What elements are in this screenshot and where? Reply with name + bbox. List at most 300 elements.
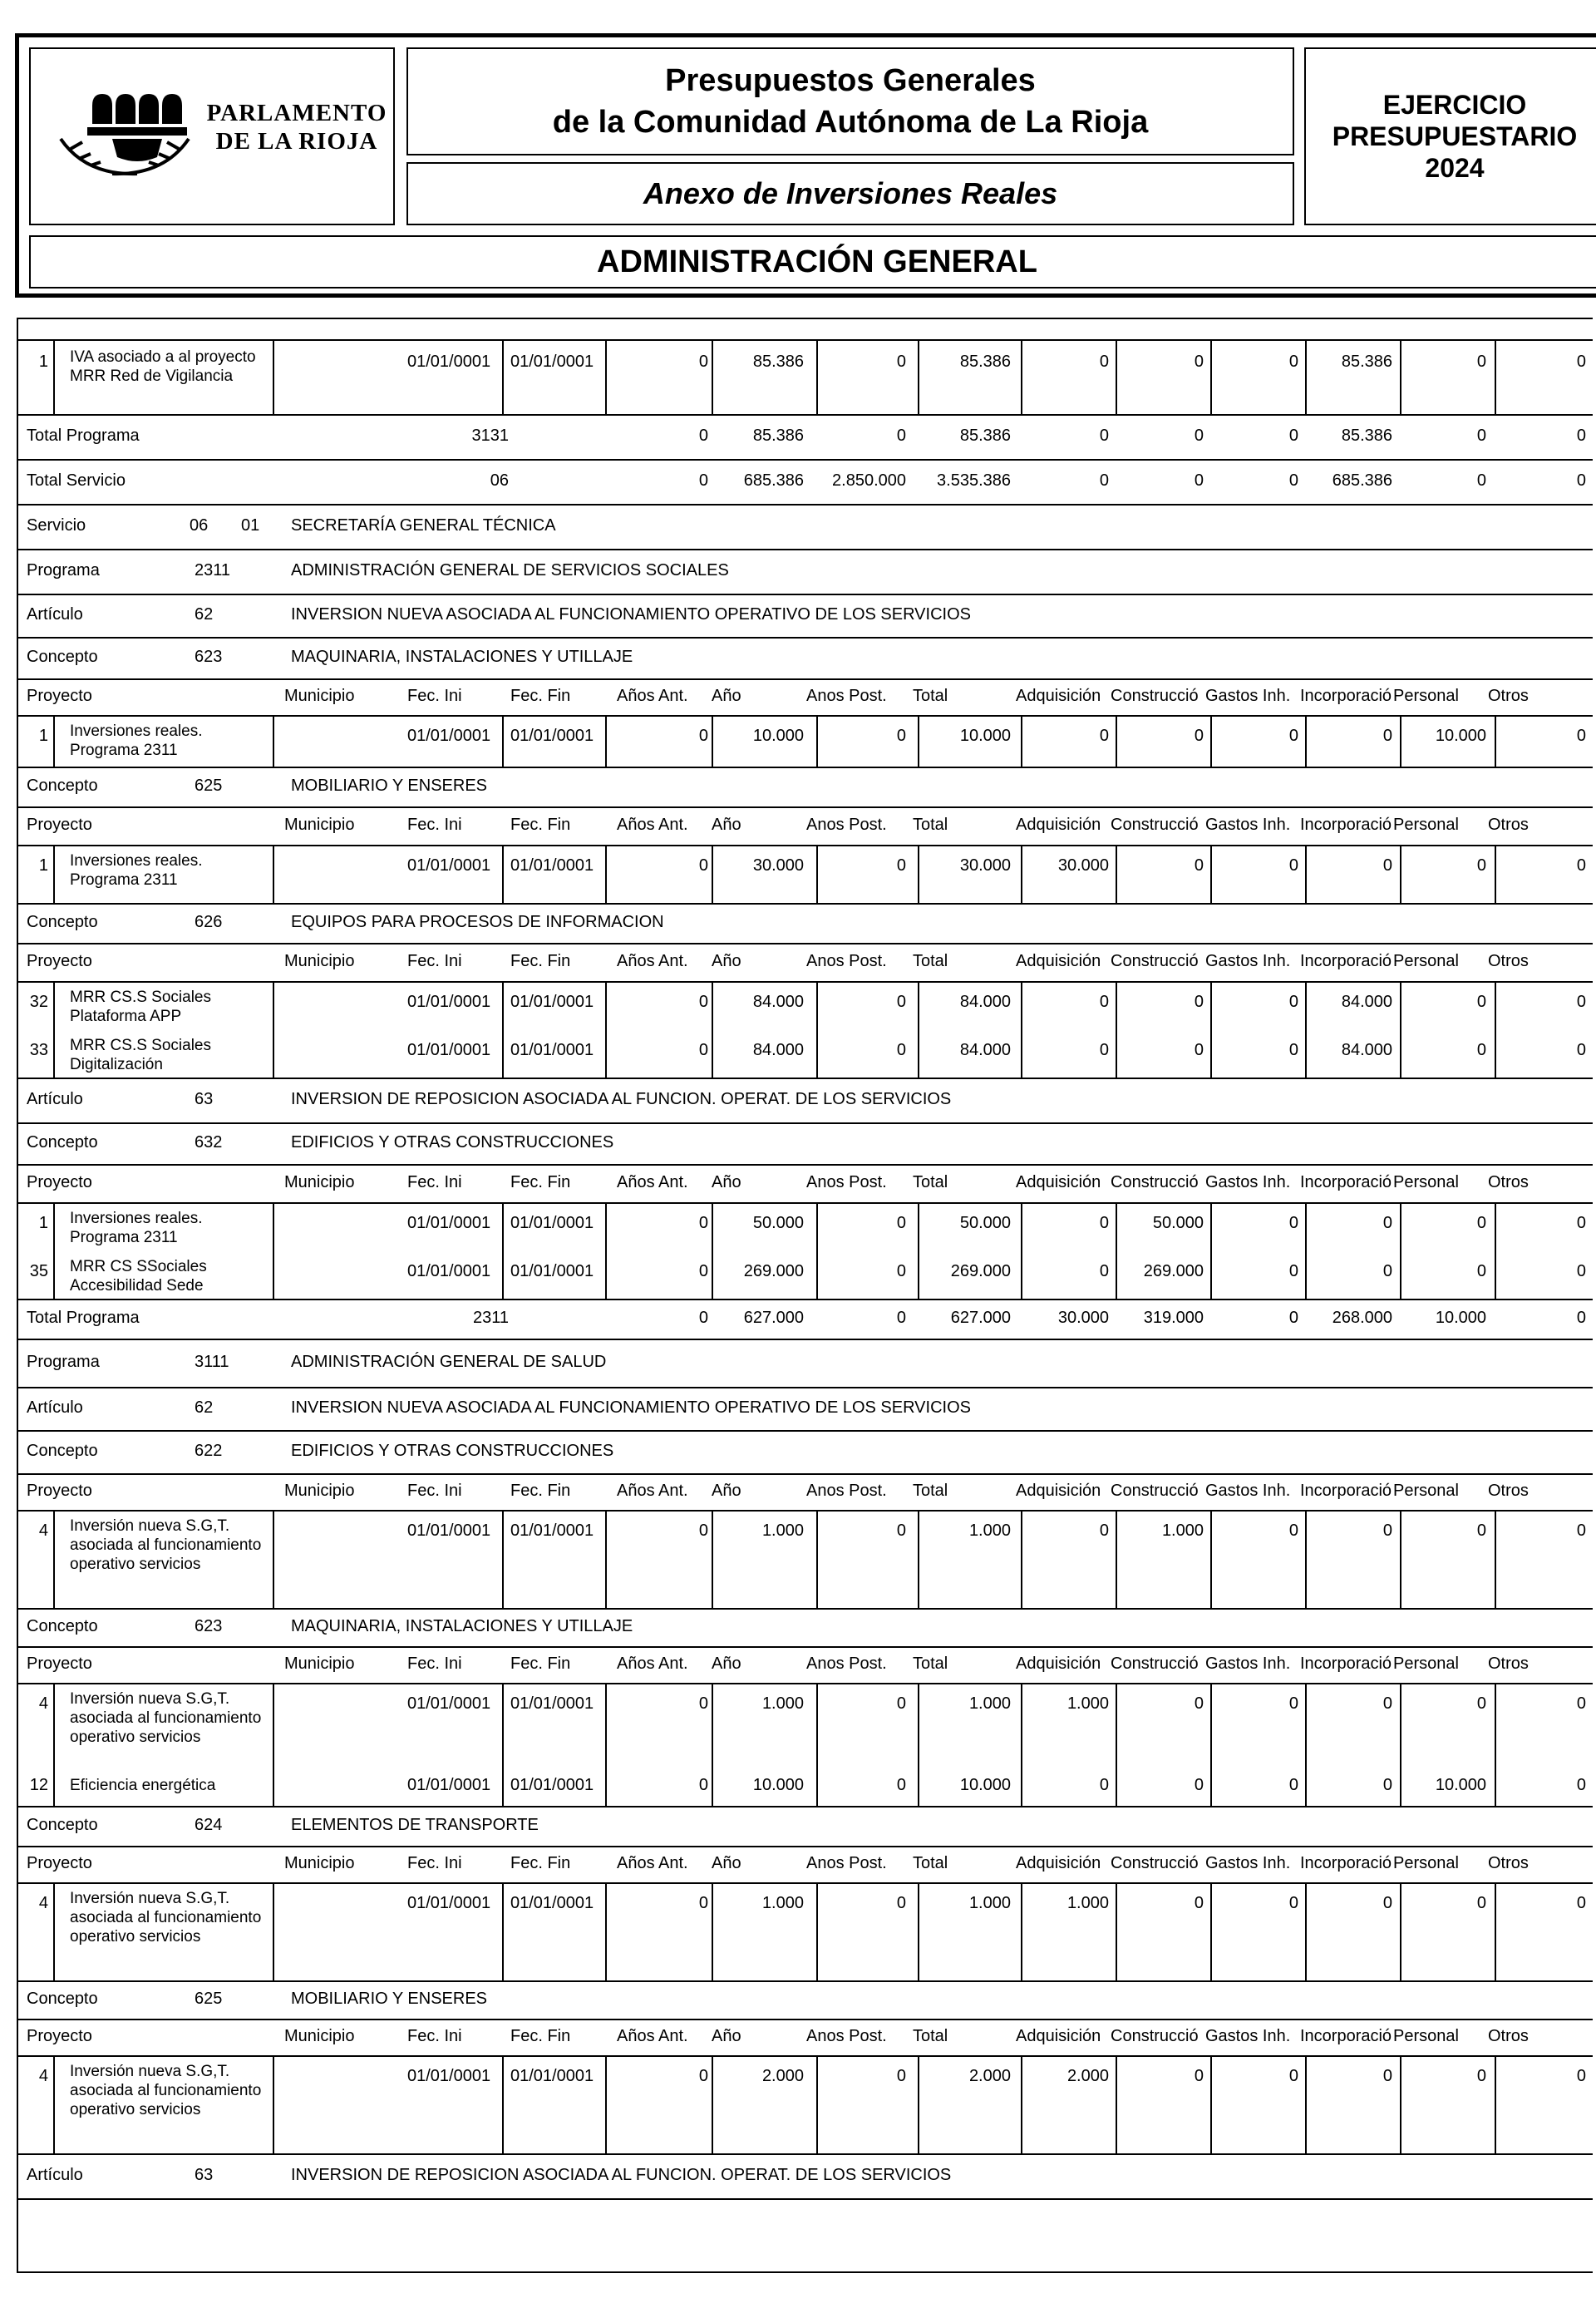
title-line2: de la Comunidad Autónoma de La Rioja bbox=[552, 105, 1149, 140]
project-number: 32 bbox=[29, 993, 48, 1011]
total-value: 2.850.000 bbox=[832, 471, 906, 490]
total-value: 10.000 bbox=[1435, 1309, 1486, 1327]
project-value: 0 bbox=[1099, 727, 1109, 745]
table-row-total bbox=[18, 414, 1593, 461]
project-number: 12 bbox=[29, 1776, 48, 1794]
table-cell-border bbox=[53, 1250, 55, 1299]
table-row-level bbox=[18, 1387, 1593, 1432]
project-value: 84.000 bbox=[959, 1041, 1011, 1059]
column-header-gastos: Gastos Inh. bbox=[1205, 1854, 1291, 1872]
table-cell-border bbox=[53, 1510, 55, 1608]
column-header-gastos: Gastos Inh. bbox=[1205, 687, 1291, 705]
total-value: 268.000 bbox=[1332, 1309, 1392, 1327]
project-value: 0 bbox=[1576, 1041, 1586, 1059]
project-value: 0 bbox=[1194, 993, 1204, 1011]
level-label: Concepto bbox=[27, 1617, 98, 1635]
project-value: 50.000 bbox=[959, 1214, 1011, 1232]
project-value: 0 bbox=[1194, 1776, 1204, 1794]
project-value: 0 bbox=[1099, 1041, 1109, 1059]
column-header-adquisicion: Adquisición bbox=[1016, 687, 1101, 705]
project-value: 1.000 bbox=[761, 1521, 804, 1540]
project-value: 0 bbox=[1194, 1694, 1204, 1713]
project-name: Inversiones reales. Programa 2311 bbox=[70, 722, 203, 759]
table-row-colhead bbox=[18, 943, 1593, 983]
column-header-fec-fin: Fec. Fin bbox=[510, 1655, 571, 1673]
column-header-anos-post: Anos Post. bbox=[806, 1854, 887, 1872]
table-cell-border bbox=[605, 1683, 607, 1768]
table-cell-border bbox=[53, 1029, 55, 1078]
column-header-ano: Año bbox=[712, 1482, 741, 1500]
project-value: 0 bbox=[1576, 856, 1586, 875]
project-value: 1.000 bbox=[1161, 1521, 1204, 1540]
project-name: Eficiencia energética bbox=[70, 1777, 216, 1794]
table-cell-border bbox=[53, 1768, 55, 1806]
project-value: 0 bbox=[1576, 1776, 1586, 1794]
project-value: 0 bbox=[1194, 727, 1204, 745]
project-fec-ini: 01/01/0001 bbox=[407, 1521, 491, 1540]
project-value: 0 bbox=[698, 1694, 708, 1713]
project-value: 0 bbox=[1382, 1214, 1392, 1232]
total-value: 85.386 bbox=[959, 427, 1011, 445]
column-header-fec-ini: Fec. Ini bbox=[407, 2027, 462, 2045]
column-header-municipio: Municipio bbox=[284, 816, 355, 834]
level-code: 623 bbox=[195, 1617, 223, 1635]
table-row-total bbox=[18, 459, 1593, 505]
column-header-fec-ini: Fec. Ini bbox=[407, 1655, 462, 1673]
project-value: 0 bbox=[1099, 1521, 1109, 1540]
column-header-total: Total bbox=[913, 1854, 948, 1872]
project-value: 84.000 bbox=[1341, 1041, 1392, 1059]
project-fec-fin: 01/01/0001 bbox=[510, 727, 594, 745]
table-cell-border bbox=[605, 1768, 607, 1806]
ejercicio-line1: EJERCICIO bbox=[1382, 90, 1527, 120]
column-header-ano: Año bbox=[712, 1655, 741, 1673]
table-row-level bbox=[18, 594, 1593, 639]
level-code: 2311 bbox=[195, 561, 231, 579]
project-fec-ini: 01/01/0001 bbox=[407, 1894, 491, 1912]
column-header-total: Total bbox=[913, 816, 948, 834]
table-row-level bbox=[18, 1980, 1593, 2020]
level-desc: MAQUINARIA, INSTALACIONES Y UTILLAJE bbox=[291, 1617, 633, 1635]
level-label: Artículo bbox=[27, 1090, 83, 1108]
level-label: Concepto bbox=[27, 1816, 98, 1834]
table-row-level bbox=[18, 637, 1593, 680]
project-value: 0 bbox=[1382, 1521, 1392, 1540]
level-code: 63 bbox=[195, 2166, 214, 2184]
column-header-total: Total bbox=[913, 687, 948, 705]
table-row-project bbox=[18, 2055, 1593, 2155]
total-value: 3.535.386 bbox=[937, 471, 1011, 490]
project-value: 0 bbox=[1576, 1214, 1586, 1232]
column-header-otros: Otros bbox=[1488, 1482, 1529, 1500]
project-value: 0 bbox=[1288, 1894, 1298, 1912]
parliament-line1: PARLAMENTO bbox=[206, 100, 387, 126]
column-header-anos-post: Anos Post. bbox=[806, 1655, 887, 1673]
project-value: 0 bbox=[1288, 1521, 1298, 1540]
column-header-fec-ini: Fec. Ini bbox=[407, 1173, 462, 1191]
project-value: 0 bbox=[698, 353, 708, 371]
table-row-project bbox=[18, 1768, 1593, 1807]
column-header-proyecto: Proyecto bbox=[27, 952, 92, 970]
total-value: 0 bbox=[896, 1309, 906, 1327]
project-value: 0 bbox=[1576, 1262, 1586, 1280]
level-label: Concepto bbox=[27, 913, 98, 931]
column-header-anos-ant: Años Ant. bbox=[617, 2027, 688, 2045]
project-number: 1 bbox=[38, 727, 48, 745]
total-value: 30.000 bbox=[1057, 1309, 1109, 1327]
column-header-anos-ant: Años Ant. bbox=[617, 1854, 688, 1872]
project-name: Inversiones reales. Programa 2311 bbox=[70, 1210, 203, 1246]
column-header-gastos: Gastos Inh. bbox=[1205, 2027, 1291, 2045]
project-fec-ini: 01/01/0001 bbox=[407, 1694, 491, 1713]
project-fec-ini: 01/01/0001 bbox=[407, 856, 491, 875]
project-value: 0 bbox=[1288, 727, 1298, 745]
annex-title: Anexo de Inversiones Reales bbox=[406, 162, 1294, 225]
project-value: 0 bbox=[1288, 1776, 1298, 1794]
column-header-incorporacion: Incorporació bbox=[1300, 1854, 1392, 1872]
project-value: 1.000 bbox=[761, 1894, 804, 1912]
column-header-gastos: Gastos Inh. bbox=[1205, 1482, 1291, 1500]
level-code: 625 bbox=[195, 1990, 223, 2008]
table-top-spacer bbox=[18, 319, 1593, 341]
total-value: 0 bbox=[1476, 427, 1486, 445]
level-desc: INVERSION DE REPOSICION ASOCIADA AL FUNCION. OPERAT. DE LOS SERVICIOS bbox=[291, 2166, 952, 2184]
project-value: 0 bbox=[1288, 1041, 1298, 1059]
table-cell-border bbox=[605, 1250, 607, 1299]
servicio-code: 06 bbox=[190, 516, 209, 535]
project-value: 1.000 bbox=[968, 1694, 1011, 1713]
title-box bbox=[406, 47, 1294, 155]
column-header-construccion: Construcció bbox=[1111, 2027, 1199, 2045]
title-line1: Presupuestos Generales bbox=[665, 63, 1036, 98]
column-header-proyecto: Proyecto bbox=[27, 1173, 92, 1191]
total-value: 0 bbox=[1288, 427, 1298, 445]
project-value: 0 bbox=[896, 856, 906, 875]
column-header-fec-fin: Fec. Fin bbox=[510, 952, 571, 970]
level-desc: EDIFICIOS Y OTRAS CONSTRUCCIONES bbox=[291, 1442, 614, 1460]
level-desc: INVERSION NUEVA ASOCIADA AL FUNCIONAMIENTO OPERATIVO DE LOS SERVICIOS bbox=[291, 1398, 971, 1417]
column-header-anos-post: Anos Post. bbox=[806, 1482, 887, 1500]
project-fec-fin: 01/01/0001 bbox=[510, 1894, 594, 1912]
table-row-colhead bbox=[18, 1846, 1593, 1884]
project-value: 84.000 bbox=[1341, 993, 1392, 1011]
column-header-fec-fin: Fec. Fin bbox=[510, 1173, 571, 1191]
project-number: 33 bbox=[29, 1041, 48, 1059]
project-name: MRR CS.S Sociales Plataforma APP bbox=[70, 989, 211, 1025]
level-desc: INVERSION NUEVA ASOCIADA AL FUNCIONAMIENTO OPERATIVO DE LOS SERVICIOS bbox=[291, 605, 971, 624]
project-value: 0 bbox=[1194, 2067, 1204, 2085]
column-header-adquisicion: Adquisición bbox=[1016, 952, 1101, 970]
table-cell-border bbox=[502, 845, 504, 903]
column-header-incorporacion: Incorporació bbox=[1300, 1655, 1392, 1673]
project-value: 85.386 bbox=[752, 353, 804, 371]
level-label: Programa bbox=[27, 1353, 100, 1371]
table-cell-border bbox=[273, 715, 274, 767]
project-value: 0 bbox=[1288, 993, 1298, 1011]
project-name: Inversión nueva S.G,T. asociada al funcionamiento operativo servicios bbox=[70, 1690, 262, 1746]
column-header-municipio: Municipio bbox=[284, 1173, 355, 1191]
table-row-level bbox=[18, 2153, 1593, 2200]
project-value: 0 bbox=[698, 1262, 708, 1280]
column-header-personal: Personal bbox=[1393, 1655, 1459, 1673]
column-header-construccion: Construcció bbox=[1111, 1482, 1199, 1500]
table-cell-border bbox=[273, 1768, 274, 1806]
table-row-colhead bbox=[18, 2019, 1593, 2057]
project-fec-fin: 01/01/0001 bbox=[510, 1041, 594, 1059]
column-header-proyecto: Proyecto bbox=[27, 2027, 92, 2045]
level-label: Concepto bbox=[27, 1442, 98, 1460]
project-value: 0 bbox=[698, 1776, 708, 1794]
table-cell-border bbox=[502, 1510, 504, 1608]
level-desc: MOBILIARIO Y ENSERES bbox=[291, 1990, 488, 2008]
table-cell-border bbox=[502, 715, 504, 767]
project-number: 35 bbox=[29, 1262, 48, 1280]
project-value: 0 bbox=[698, 1214, 708, 1232]
column-header-fec-fin: Fec. Fin bbox=[510, 687, 571, 705]
total-value: 627.000 bbox=[950, 1309, 1011, 1327]
level-code: 623 bbox=[195, 648, 223, 666]
project-value: 85.386 bbox=[1341, 353, 1392, 371]
table-row-colhead bbox=[18, 678, 1593, 717]
total-code: 2311 bbox=[472, 1309, 509, 1327]
column-header-personal: Personal bbox=[1393, 687, 1459, 705]
project-fec-fin: 01/01/0001 bbox=[510, 1521, 594, 1540]
table-row-level bbox=[18, 767, 1593, 808]
project-value: 0 bbox=[1099, 1776, 1109, 1794]
total-code: 3131 bbox=[471, 427, 509, 445]
project-fec-fin: 01/01/0001 bbox=[510, 993, 594, 1011]
table-row-level bbox=[18, 1430, 1593, 1475]
parliament-logo-icon bbox=[54, 84, 195, 184]
ejercicio-year: 2024 bbox=[1425, 153, 1485, 183]
column-header-fec-ini: Fec. Ini bbox=[407, 687, 462, 705]
level-desc: ADMINISTRACIÓN GENERAL DE SERVICIOS SOCIALES bbox=[291, 561, 729, 579]
column-header-personal: Personal bbox=[1393, 816, 1459, 834]
project-value: 0 bbox=[1288, 1262, 1298, 1280]
column-header-ano: Año bbox=[712, 687, 741, 705]
table-row-project bbox=[18, 845, 1593, 905]
project-value: 0 bbox=[1382, 856, 1392, 875]
total-value: 685.386 bbox=[1332, 471, 1392, 490]
project-value: 1.000 bbox=[968, 1894, 1011, 1912]
column-header-personal: Personal bbox=[1393, 1173, 1459, 1191]
table-row-colhead bbox=[18, 1473, 1593, 1512]
table-cell-border bbox=[502, 1202, 504, 1250]
column-header-incorporacion: Incorporació bbox=[1300, 687, 1392, 705]
project-value: 0 bbox=[1476, 856, 1486, 875]
total-value: 0 bbox=[1194, 471, 1204, 490]
column-header-fec-fin: Fec. Fin bbox=[510, 2027, 571, 2045]
table-cell-border bbox=[502, 1250, 504, 1299]
project-value: 1.000 bbox=[761, 1694, 804, 1713]
servicio-desc: SECRETARÍA GENERAL TÉCNICA bbox=[291, 516, 556, 535]
project-number: 1 bbox=[38, 353, 48, 371]
table-row-project bbox=[18, 1683, 1593, 1768]
project-value: 0 bbox=[1476, 1521, 1486, 1540]
table-cell-border bbox=[53, 1683, 55, 1768]
level-desc: EQUIPOS PARA PROCESOS DE INFORMACION bbox=[291, 913, 664, 931]
column-header-gastos: Gastos Inh. bbox=[1205, 1173, 1291, 1191]
column-header-anos-post: Anos Post. bbox=[806, 816, 887, 834]
project-value: 0 bbox=[1194, 1041, 1204, 1059]
ejercicio-line2: PRESUPUESTARIO bbox=[1332, 121, 1578, 151]
project-value: 0 bbox=[1194, 1894, 1204, 1912]
level-code: 632 bbox=[195, 1133, 223, 1152]
ejercicio-box bbox=[1304, 47, 1596, 225]
project-value: 0 bbox=[896, 2067, 906, 2085]
column-header-fec-fin: Fec. Fin bbox=[510, 816, 571, 834]
total-value: 0 bbox=[698, 1309, 708, 1327]
parliament-line2: DE LA RIOJA bbox=[215, 128, 378, 155]
project-value: 0 bbox=[1576, 1894, 1586, 1912]
project-value: 0 bbox=[1576, 993, 1586, 1011]
level-label: Programa bbox=[27, 561, 100, 579]
column-header-ano: Año bbox=[712, 952, 741, 970]
project-value: 2.000 bbox=[1066, 2067, 1109, 2085]
project-value: 85.386 bbox=[959, 353, 1011, 371]
project-value: 0 bbox=[1576, 353, 1586, 371]
table-cell-border bbox=[273, 341, 274, 414]
total-value: 0 bbox=[1099, 427, 1109, 445]
project-value: 84.000 bbox=[752, 1041, 804, 1059]
column-header-construccion: Construcció bbox=[1111, 952, 1199, 970]
column-header-anos-post: Anos Post. bbox=[806, 952, 887, 970]
project-fec-fin: 01/01/0001 bbox=[510, 353, 594, 371]
column-header-otros: Otros bbox=[1488, 2027, 1529, 2045]
column-header-incorporacion: Incorporació bbox=[1300, 2027, 1392, 2045]
level-label: Artículo bbox=[27, 2166, 83, 2184]
project-value: 0 bbox=[1382, 727, 1392, 745]
table-row-project bbox=[18, 341, 1593, 416]
project-value: 0 bbox=[1476, 1262, 1486, 1280]
table-cell-border bbox=[605, 981, 607, 1029]
table-row-colhead bbox=[18, 806, 1593, 846]
column-header-otros: Otros bbox=[1488, 687, 1529, 705]
project-number: 1 bbox=[38, 856, 48, 875]
column-header-construccion: Construcció bbox=[1111, 816, 1199, 834]
table-row-colhead bbox=[18, 1164, 1593, 1204]
column-header-construccion: Construcció bbox=[1111, 1655, 1199, 1673]
table-cell-border bbox=[53, 981, 55, 1029]
project-name: Inversión nueva S.G,T. asociada al funcionamiento operativo servicios bbox=[70, 1890, 262, 1946]
total-label: Total Programa bbox=[27, 1309, 140, 1327]
project-fec-ini: 01/01/0001 bbox=[407, 993, 491, 1011]
project-fec-ini: 01/01/0001 bbox=[407, 1776, 491, 1794]
project-value: 0 bbox=[1194, 856, 1204, 875]
total-value: 0 bbox=[698, 427, 708, 445]
table-cell-border bbox=[605, 1202, 607, 1250]
project-value: 1.000 bbox=[1066, 1894, 1109, 1912]
column-header-adquisicion: Adquisición bbox=[1016, 1482, 1101, 1500]
project-value: 50.000 bbox=[752, 1214, 804, 1232]
table-cell-border bbox=[605, 1029, 607, 1078]
column-header-fec-ini: Fec. Ini bbox=[407, 1482, 462, 1500]
table-cell-border bbox=[53, 2055, 55, 2153]
servicio-code2: 01 bbox=[241, 516, 260, 535]
column-header-ano: Año bbox=[712, 1173, 741, 1191]
column-header-adquisicion: Adquisición bbox=[1016, 1173, 1101, 1191]
project-value: 1.000 bbox=[968, 1521, 1011, 1540]
project-value: 0 bbox=[1194, 353, 1204, 371]
column-header-ano: Año bbox=[712, 1854, 741, 1872]
column-header-ano: Año bbox=[712, 2027, 741, 2045]
column-header-anos-ant: Años Ant. bbox=[617, 687, 688, 705]
total-value: 0 bbox=[1576, 427, 1586, 445]
column-header-municipio: Municipio bbox=[284, 687, 355, 705]
project-fec-fin: 01/01/0001 bbox=[510, 1214, 594, 1232]
level-code: 625 bbox=[195, 777, 223, 795]
table-row-project bbox=[18, 1510, 1593, 1610]
project-value: 0 bbox=[698, 993, 708, 1011]
table-cell-border bbox=[273, 1202, 274, 1250]
level-desc: MAQUINARIA, INSTALACIONES Y UTILLAJE bbox=[291, 648, 633, 666]
total-value: 319.000 bbox=[1143, 1309, 1204, 1327]
project-name: MRR CS.S Sociales Digitalización bbox=[70, 1037, 211, 1073]
column-header-total: Total bbox=[913, 1482, 948, 1500]
column-header-incorporacion: Incorporació bbox=[1300, 1173, 1392, 1191]
column-header-incorporacion: Incorporació bbox=[1300, 816, 1392, 834]
project-fec-fin: 01/01/0001 bbox=[510, 2067, 594, 2085]
table-cell-border bbox=[502, 1029, 504, 1078]
project-value: 0 bbox=[896, 1262, 906, 1280]
project-value: 10.000 bbox=[959, 1776, 1011, 1794]
project-name: IVA asociado a al proyecto MRR Red de Vigilancia bbox=[70, 348, 256, 385]
column-header-anos-ant: Años Ant. bbox=[617, 952, 688, 970]
project-value: 10.000 bbox=[1435, 1776, 1486, 1794]
project-value: 0 bbox=[1476, 353, 1486, 371]
column-header-personal: Personal bbox=[1393, 2027, 1459, 2045]
table-cell-border bbox=[273, 1882, 274, 1980]
table-cell-border bbox=[502, 981, 504, 1029]
project-value: 0 bbox=[1382, 1894, 1392, 1912]
table-cell-border bbox=[53, 845, 55, 903]
project-value: 0 bbox=[1476, 1041, 1486, 1059]
table-cell-border bbox=[605, 715, 607, 767]
column-header-anos-ant: Años Ant. bbox=[617, 1173, 688, 1191]
project-value: 0 bbox=[1099, 353, 1109, 371]
project-value: 10.000 bbox=[1435, 727, 1486, 745]
level-label: Artículo bbox=[27, 605, 83, 624]
project-value: 10.000 bbox=[959, 727, 1011, 745]
column-header-anos-ant: Años Ant. bbox=[617, 1655, 688, 1673]
project-fec-ini: 01/01/0001 bbox=[407, 727, 491, 745]
table-cell-border bbox=[502, 1683, 504, 1768]
column-header-municipio: Municipio bbox=[284, 952, 355, 970]
project-value: 0 bbox=[1382, 1262, 1392, 1280]
project-value: 0 bbox=[896, 993, 906, 1011]
column-header-otros: Otros bbox=[1488, 952, 1529, 970]
project-value: 84.000 bbox=[752, 993, 804, 1011]
table-row-project bbox=[18, 1029, 1593, 1079]
total-value: 0 bbox=[1476, 471, 1486, 490]
project-fec-ini: 01/01/0001 bbox=[407, 1262, 491, 1280]
column-header-construccion: Construcció bbox=[1111, 1173, 1199, 1191]
level-code: 63 bbox=[195, 1090, 214, 1108]
project-name: MRR CS SSociales Accesibilidad Sede bbox=[70, 1258, 207, 1295]
logo-box bbox=[29, 47, 395, 225]
project-value: 1.000 bbox=[1066, 1694, 1109, 1713]
project-value: 0 bbox=[698, 1521, 708, 1540]
column-header-proyecto: Proyecto bbox=[27, 1854, 92, 1872]
column-header-otros: Otros bbox=[1488, 1854, 1529, 1872]
table-row-level bbox=[18, 1806, 1593, 1847]
table-row-project bbox=[18, 981, 1593, 1029]
column-header-proyecto: Proyecto bbox=[27, 687, 92, 705]
project-fec-ini: 01/01/0001 bbox=[407, 1041, 491, 1059]
project-fec-fin: 01/01/0001 bbox=[510, 1694, 594, 1713]
column-header-anos-post: Anos Post. bbox=[806, 1173, 887, 1191]
project-value: 84.000 bbox=[959, 993, 1011, 1011]
